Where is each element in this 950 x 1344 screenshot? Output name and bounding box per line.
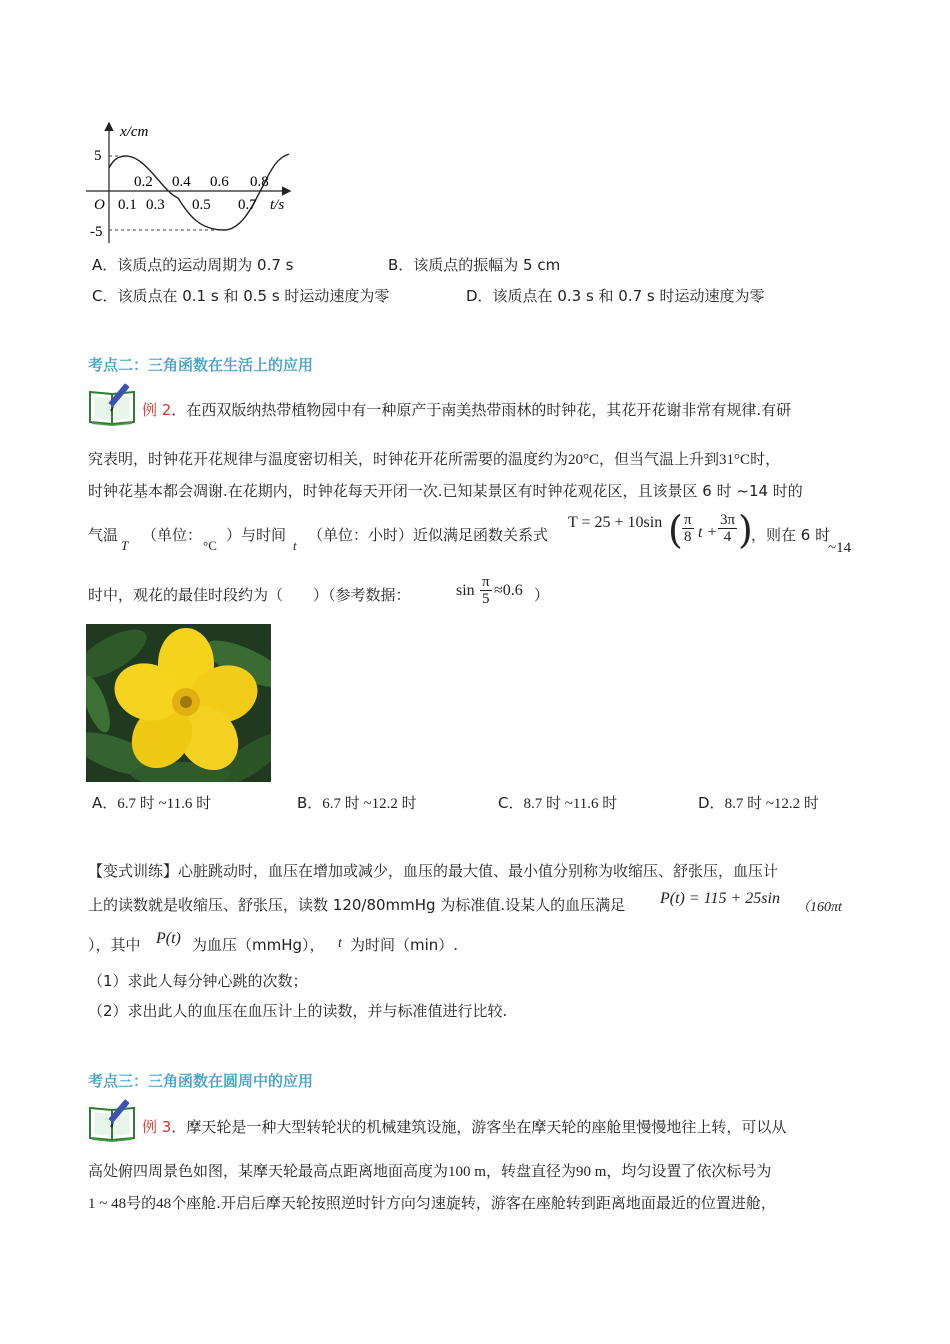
- ex2-option-a: A．6.7 时 ~11.6 时: [92, 794, 212, 812]
- temp-20: 20°C: [568, 452, 600, 468]
- option-b: B．该质点的振幅为 5 cm: [388, 256, 561, 274]
- x-tick-above: 0.2: [134, 174, 153, 190]
- x-tick-below: 0.3: [146, 197, 165, 213]
- temp-31: 31°C: [719, 452, 751, 468]
- clock-flower-photo: [86, 624, 271, 782]
- x-tick-above: 0.8: [250, 174, 269, 190]
- x-axis-label: t/s: [270, 197, 285, 213]
- example2-line2: 究表明，时钟花开花规律与温度密切相关，时钟花开花所需要的温度约为20°C，但当气温上升到31°C时，: [88, 450, 781, 468]
- x-tick-below: 0.7: [238, 197, 257, 213]
- book-pencil-icon: [86, 380, 138, 426]
- bp-formula: P(t) = 115 + 25sin: [660, 890, 780, 907]
- option-c: C．该质点在 0.1 s 和 0.5 s 时运动速度为零: [92, 287, 390, 305]
- option-a: A．该质点的运动周期为 0.7 s: [92, 256, 294, 274]
- x-tick-below: 0.1: [118, 197, 137, 213]
- section-heading: 考点三：三角函数在圆周中的应用: [88, 1072, 314, 1090]
- var-t: t: [293, 538, 297, 553]
- oscillation-graph: [84, 118, 304, 248]
- fraction-3pi-4: $\frac{3\pi}{4}$: [720, 512, 736, 545]
- fraction-pi-8: $\frac{\pi}{8}$: [684, 512, 692, 545]
- y-axis-label: x/cm: [120, 124, 149, 140]
- origin-label: O: [94, 197, 105, 213]
- fraction-pi-5: $\frac{\pi}{5}$: [482, 574, 490, 607]
- example2-line3: 时钟花基本都会凋谢.在花期内，时钟花每天开闭一次.已知某景区有时钟花观花区，且该景区 6 时 ~14 时的: [88, 482, 803, 500]
- y-tick-pos: 5: [94, 148, 102, 164]
- ex2-option-b: B．6.7 时 ~12.2 时: [297, 794, 417, 812]
- x-tick-above: 0.6: [210, 174, 229, 190]
- variant-question-1: （1）求此人每分钟心跳的次数；: [88, 972, 308, 990]
- example3-line3: 1 ~ 48号的48个座舱.开启后摩天轮按照逆时针方向匀速旋转，游客在座舱转到距离地面最近的位置进舱，: [88, 1194, 776, 1212]
- example3-line1: 例 3．摩天轮是一种大型转轮状的机械建筑设施，游客坐在摩天轮的座舱里慢慢地往上转，可以从: [142, 1118, 787, 1136]
- book-pencil-icon: [86, 1096, 138, 1142]
- y-tick-neg: -5: [90, 224, 103, 240]
- sine-curve: [109, 154, 289, 230]
- ex2-option-d: D．8.7 时 ~12.2 时: [698, 794, 819, 812]
- example2-line1: 例 2．在西双版纳热带植物园中有一种原产于南美热带雨林的时钟花，其花开花谢非常有规律.有研: [142, 401, 792, 419]
- option-d: D．该质点在 0.3 s 和 0.7 s 时运动速度为零: [466, 287, 765, 305]
- x-tick-above: 0.4: [172, 174, 191, 190]
- unit-celsius: °C: [203, 538, 217, 553]
- formula-prefix: T = 25 + 10sin: [568, 514, 663, 531]
- var-T: T: [121, 538, 129, 553]
- variant-line1: 【变式训练】心脏跳动时，血压在增加或减少，血压的最大值、最小值分别称为收缩压、舒张压，血压计: [88, 862, 779, 880]
- example-label: 例 2: [142, 401, 172, 419]
- variant-question-2: （2）求出此人的血压在血压计上的读数，并与标准值进行比较.: [88, 1002, 508, 1020]
- ex2-option-c: C．8.7 时 ~11.6 时: [498, 794, 618, 812]
- x-tick-below: 0.5: [192, 197, 211, 213]
- example-label: 例 3: [142, 1118, 172, 1136]
- example3-line2: 高处俯四周景色如图，某摩天轮最高点距离地面高度为100 m，转盘直径为90 m，均匀设置了依次标号为: [88, 1162, 772, 1180]
- section-heading: 考点二：三角函数在生活上的应用: [88, 356, 314, 374]
